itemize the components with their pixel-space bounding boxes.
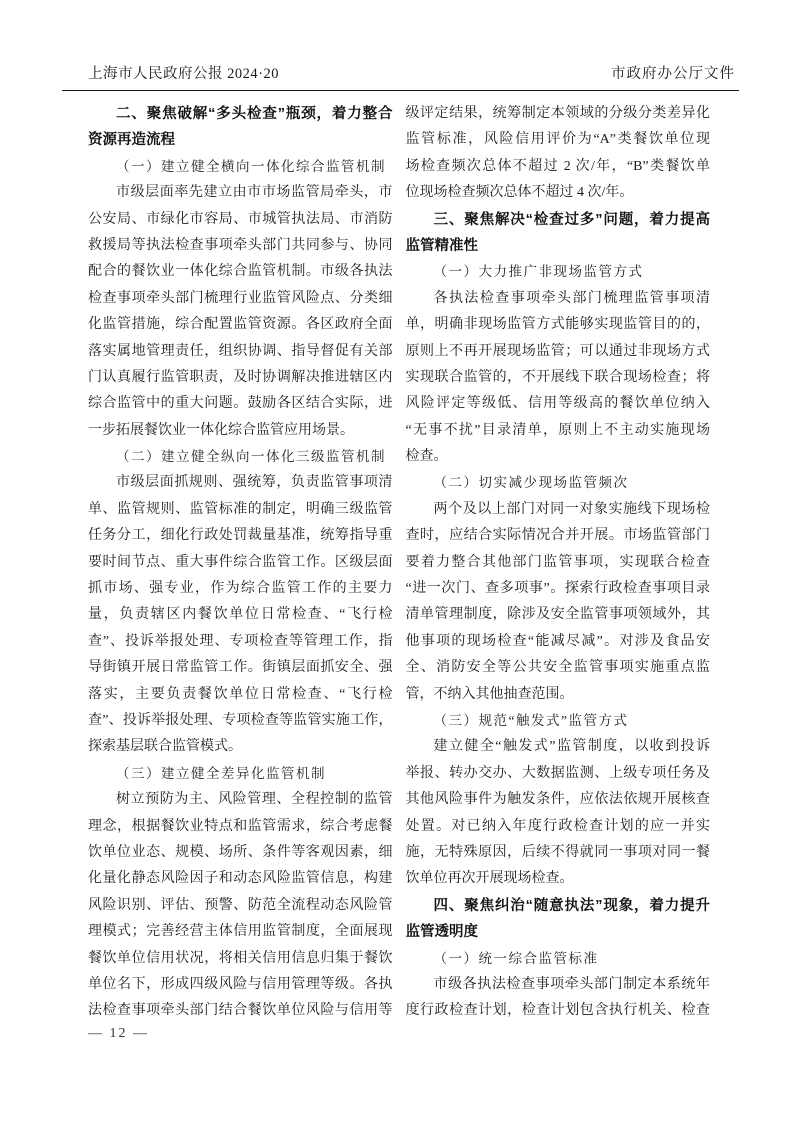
text-line: （二）建立健全纵向一体化三级监管机制 — [116, 449, 386, 465]
header-gazette-title: 上海市人民政府公报 2024·20 — [88, 66, 279, 82]
text-line: （一）统一综合监管标准 — [433, 950, 599, 966]
text-line: 饮单位业态、规模、场所、条件等客观因素，细 — [88, 844, 393, 860]
text-line: 查”、投诉举报处理、专项检查等监管实施工作， — [88, 712, 393, 728]
text-line: 一步拓展餐饮业一体化综合监管应用场景。 — [88, 422, 354, 438]
text-line: 落实，主要负责餐饮单位日常检查、“飞行检 — [88, 686, 393, 702]
text-line: 查”、投诉举报处理、专项检查等管理工作，指 — [88, 633, 393, 649]
text-line: 要时间节点、重大事件综合监管工作。区级层面 — [88, 554, 393, 570]
header-rule — [62, 90, 739, 91]
text-line: 餐饮单位信用状况，将相关信用信息归集于餐饮 — [88, 950, 393, 966]
text-line: 施，无特殊原因，后续不得就同一事项对同一餐 — [405, 844, 710, 860]
text-line: 配合的餐饮业一体化综合监管机制。市级各执法 — [88, 264, 393, 280]
text-columns — [88, 101, 710, 1025]
text-line: 化监管措施，综合配置监管资源。各区政府全面 — [88, 317, 393, 333]
text-line: 理念，根据餐饮业特点和监管需求，综合考虑餐 — [88, 818, 393, 834]
text-line: 风险识别、评估、预警、防范全流程动态风险管 — [88, 897, 393, 913]
text-line: 理模式；完善经营主体信用监管制度，全面展现 — [88, 924, 393, 940]
text-line: 抓市场、强专业，作为综合监管工作的主要力 — [88, 581, 393, 597]
text-line: 树立预防为主、风险管理、全程控制的监管 — [116, 792, 393, 808]
text-line: （三）建立健全差异化监管机制 — [116, 765, 326, 781]
text-line: 资源再造流程 — [88, 132, 175, 149]
text-line: 市级层面率先建立由市市场监管局牵头，市 — [116, 185, 393, 201]
text-line: 导街镇开展日常监管工作。街镇层面抓安全、强 — [88, 660, 393, 676]
text-line: 公安局、市绿化市容局、市城管执法局、市消防 — [88, 211, 393, 227]
text-line: 各执法检查事项牵头部门梳理监管事项清 — [433, 290, 710, 306]
text-line: 二、聚焦破解“多头检查”瓶颈，着力整合 — [116, 106, 393, 122]
text-line: 其他风险事件为触发条件，应依法依规开展核查 — [405, 792, 710, 808]
text-line: 量，负责辖区内餐饮单位日常检查、“飞行检 — [88, 607, 393, 623]
text-line: 查时，应结合实际情况合并开展。市场监管部门 — [405, 528, 710, 544]
text-line: 全、消防安全等公共安全监管事项实施重点监 — [405, 660, 710, 676]
text-line: 要着力整合其他部门监管事项，实现联合检查 — [405, 554, 710, 570]
text-line: 门认真履行监管职责，及时协调解决推进辖区内 — [88, 369, 393, 385]
text-line: 市级层面抓规则、强统筹，负责监管事项清 — [116, 475, 393, 491]
left-column — [88, 101, 393, 1025]
text-line: 两个及以上部门对同一对象实施线下现场检 — [433, 501, 710, 517]
text-line: 风险评定等级低、信用等级高的餐饮单位纳入 — [405, 396, 710, 412]
text-line: 清单管理制度，除涉及安全监管事项领域外，其 — [405, 607, 710, 623]
text-line: 检查。 — [405, 449, 448, 465]
text-line: 综合监管中的重大问题。鼓励各区结合实际，进 — [88, 396, 393, 412]
text-line: 落实属地管理责任，组织协调、指导督促有关部 — [88, 343, 393, 359]
text-line: 管，不纳入其他抽查范围。 — [405, 686, 574, 702]
text-line: （三）规范“触发式”监管方式 — [433, 712, 629, 728]
header-section-title: 市政府办公厅文件 — [611, 66, 735, 82]
text-line: 检查事项牵头部门梳理行业监管风险点、分类细 — [88, 290, 393, 306]
text-line: 度行政检查计划，检查计划包含执行机关、检查 — [405, 1003, 710, 1019]
text-line: 三、聚焦解决“检查过多”问题，着力提高 — [433, 211, 710, 228]
text-line: 法检查事项牵头部门结合餐饮单位风险与信用等 — [88, 1003, 393, 1019]
text-line: 实现联合监管的，不开展线下联合现场检查；将 — [405, 369, 710, 385]
text-line: （二）切实减少现场监管频次 — [433, 475, 629, 491]
text-line: 饮单位再次开展现场检查。 — [405, 871, 574, 887]
page-number: — 12 — — [88, 1026, 149, 1041]
text-line: 级评定结果，统筹制定本领域的分级分类差异化 — [405, 106, 710, 121]
text-line: 监管精准性 — [405, 237, 478, 254]
text-line: （一）建立健全横向一体化综合监管机制 — [116, 158, 386, 174]
text-line: 处置。对已纳入年度行政检查计划的应一并实 — [405, 818, 710, 834]
text-line: 场检查频次总体不超过 2 次/年，“B”类餐饮单 — [405, 158, 710, 174]
text-line: 市级各执法检查事项牵头部门制定本系统年 — [433, 976, 710, 992]
text-line: 举报、转办交办、大数据监测、上级专项任务及 — [405, 765, 710, 781]
text-line: 任务分工，细化行政处罚裁量基准，统筹指导重 — [88, 528, 393, 544]
text-line: 原则上不再开展现场监管；可以通过非现场方式 — [405, 343, 710, 359]
text-line: 位现场检查频次总体不超过 4 次/年。 — [405, 185, 634, 201]
text-line: 探索基层联合监管模式。 — [88, 739, 242, 755]
text-line: 化量化静态风险因子和动态风险监管信息，构建 — [88, 871, 393, 887]
text-line: 他事项的现场检查“能减尽减”。对涉及食品安 — [405, 633, 710, 649]
text-line: 监管透明度 — [405, 924, 478, 941]
text-line: 单位名下，形成四级风险与信用管理等级。各执 — [88, 976, 393, 992]
text-line: “无事不扰”目录清单，原则上不主动实施现场 — [405, 422, 710, 438]
text-line: 监管标准，风险信用评价为“A”类餐饮单位现 — [405, 132, 710, 148]
text-line: 救援局等执法检查事项牵头部门共同参与、协同 — [88, 237, 393, 253]
text-line: “进一次门、查多项事”。探索行政检查事项目录 — [405, 581, 710, 597]
right-column — [406, 101, 711, 1025]
text-line: 单，明确非现场监管方式能够实现监管目的的， — [405, 317, 710, 333]
text-line: 单、监管规则、监管标准的制定，明确三级监管 — [88, 501, 393, 517]
text-line: 建立健全“触发式”监管制度，以收到投诉 — [433, 739, 710, 755]
text-line: 四、聚焦纠治“随意执法”现象，着力提升 — [433, 897, 710, 914]
text-line: （一）大力推广非现场监管方式 — [433, 264, 644, 280]
